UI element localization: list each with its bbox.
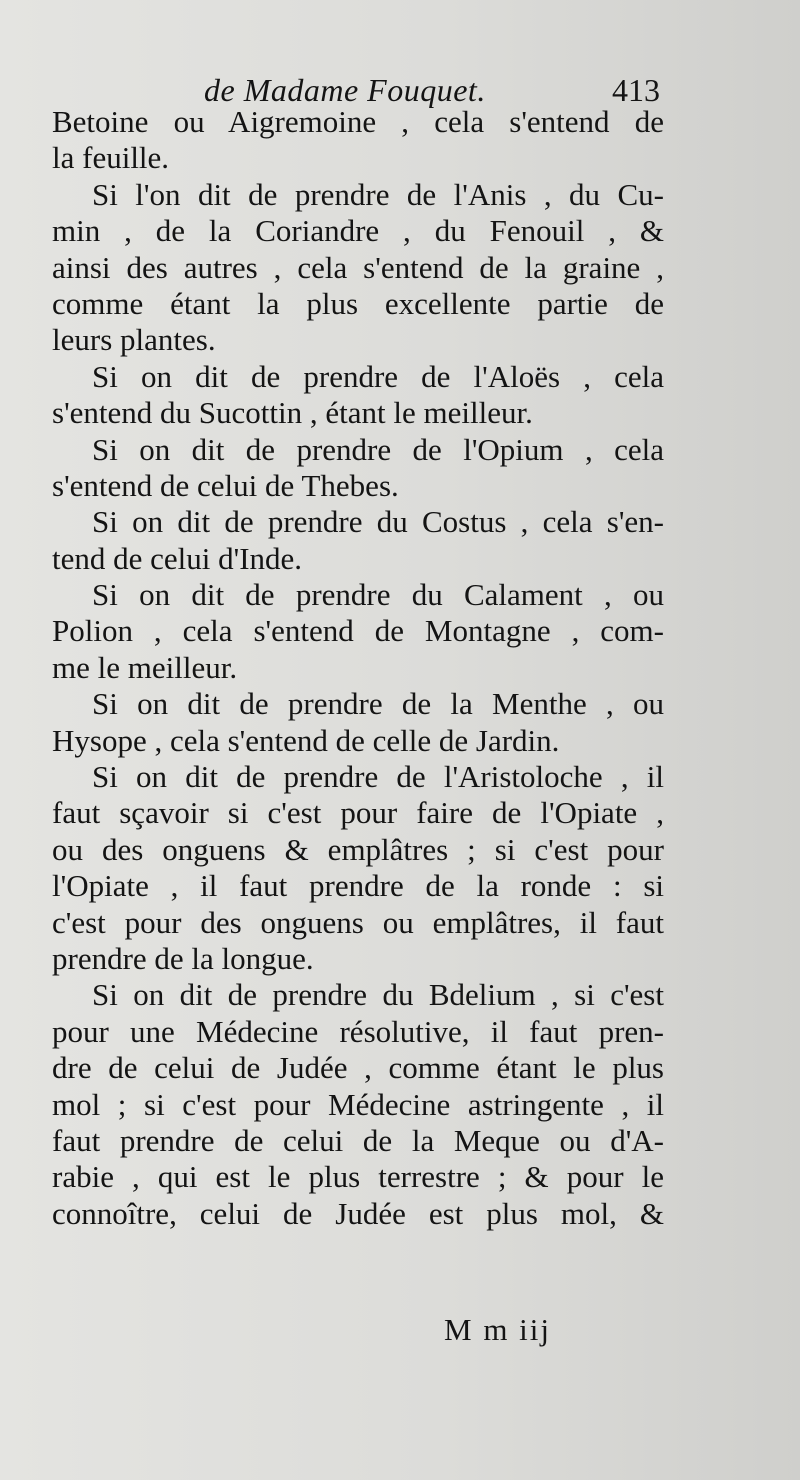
text-line: Si on dit de prendre de l'Aloës , cela: [92, 358, 664, 394]
page-number: 413: [612, 72, 660, 108]
signature-mark: M m iij: [444, 1312, 552, 1347]
text-line: Si on dit de prendre de l'Aristoloche , il: [92, 759, 664, 795]
text-line: c'est pour des onguens ou emplâtres, il faut: [52, 904, 664, 940]
text-line: Si l'on dit de prendre de l'Anis , du Cu-: [92, 176, 664, 212]
text-line: Si on dit de prendre du Bdelium , si c'est: [92, 977, 664, 1013]
text-line: Si on dit de prendre de la Menthe , ou: [92, 686, 664, 722]
running-title: de Madame Fouquet.: [204, 72, 486, 108]
body-text: [52, 104, 664, 1232]
text-line: Si on dit de prendre de l'Opium , cela: [92, 431, 664, 467]
text-line: rabie , qui est le plus terrestre ; & pour le: [52, 1159, 664, 1195]
text-line: me le meilleur.: [52, 649, 238, 685]
text-line: prendre de la longue.: [52, 940, 314, 976]
text-line: s'entend de celui de Thebes.: [52, 467, 399, 503]
text-line: l'Opiate , il faut prendre de la ronde : si: [52, 868, 664, 904]
text-line: ainsi des autres , cela s'entend de la graine ,: [52, 249, 664, 285]
text-line: leurs plantes.: [52, 322, 216, 358]
text-line: ou des onguens & emplâtres ; si c'est pour: [52, 831, 664, 867]
text-line: Si on dit de prendre du Calament , ou: [92, 577, 664, 613]
text-line: la feuille.: [52, 140, 170, 176]
text-line: mol ; si c'est pour Médecine astringente , il: [52, 1086, 664, 1122]
text-line: dre de celui de Judée , comme étant le plus: [52, 1050, 664, 1086]
text-line: Si on dit de prendre du Costus , cela s'en-: [92, 504, 664, 540]
text-line: tend de celui d'Inde.: [52, 540, 303, 576]
text-line: faut sçavoir si c'est pour faire de l'Opiate ,: [52, 795, 664, 831]
text-line: pour une Médecine résolutive, il faut pren-: [52, 1013, 664, 1049]
text-line: Polion , cela s'entend de Montagne , com-: [52, 613, 664, 649]
text-line: comme étant la plus excellente partie de: [52, 285, 664, 321]
text-line: Betoine ou Aigremoine , cela s'entend de: [52, 104, 664, 139]
text-line: connoître, celui de Judée est plus mol, &: [52, 1195, 664, 1231]
text-line: faut prendre de celui de la Meque ou d'A-: [52, 1122, 664, 1158]
text-line: s'entend du Sucottin , étant le meilleur.: [52, 395, 533, 431]
text-line: Hysope , cela s'entend de celle de Jardin.: [52, 722, 560, 758]
text-line: min , de la Coriandre , du Fenouil , &: [52, 213, 664, 249]
